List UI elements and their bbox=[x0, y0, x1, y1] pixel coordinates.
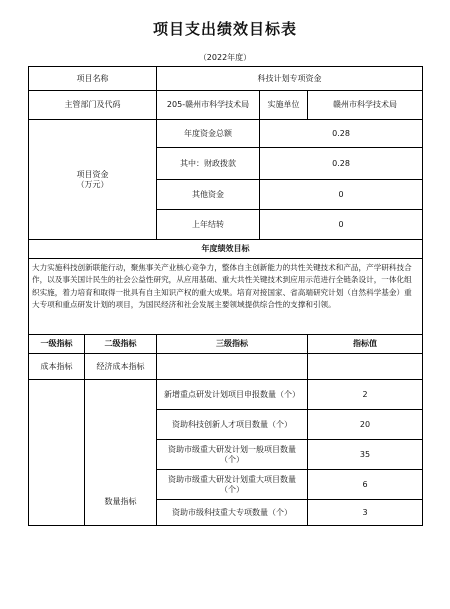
fund-fiscal-label: 其中：财政拨款 bbox=[157, 148, 260, 180]
indicator-value: 20 bbox=[308, 410, 423, 440]
department-value: 205-赣州市科学技术局 bbox=[157, 91, 260, 120]
goal-text-row bbox=[29, 259, 423, 335]
implementing-unit-label: 实施单位 bbox=[260, 91, 308, 120]
indicator-name: 资助科技创新人才项目数量（个） bbox=[157, 410, 308, 440]
indicator-row bbox=[29, 380, 423, 410]
annual-goal-text: 大力实施科技创新联能行动，聚焦事关产业核心竞争力，整体自主创新能力的共性关键技术和产品，产学研科技合作，以及事关国计民生的社会公益性研究，从应用基础、重大共性关键技术到应用示范进行全链条设计，一体化组织实施，着力培育和取得一批具有自主知识产权的重大成果。培育对接国家、省高端研究计划（自然科学基金）重大专项和重点研发计划的项目，为国民经济和社会发展主要领域提供综合性的支撑和引领。 bbox=[29, 259, 423, 335]
project-name-label: 项目名称 bbox=[29, 67, 157, 91]
cost-level2: 经济成本指标 bbox=[85, 354, 157, 380]
fund-other-label: 其他资金 bbox=[157, 180, 260, 210]
fund-total-value: 0.28 bbox=[260, 120, 423, 148]
fund-carryover-label: 上年结转 bbox=[157, 210, 260, 240]
indicator-name: 新增重点研发计划项目申报数量（个） bbox=[157, 380, 308, 410]
cost-value-empty bbox=[308, 354, 423, 380]
header-level1: 一级指标 bbox=[29, 335, 85, 354]
project-name-row bbox=[29, 67, 423, 91]
goal-header-row bbox=[29, 240, 423, 259]
fund-total-label: 年度资金总额 bbox=[157, 120, 260, 148]
cost-level1: 成本指标 bbox=[29, 354, 85, 380]
indicator-header-row bbox=[29, 335, 423, 354]
department-row bbox=[29, 91, 423, 120]
cost-level3-empty bbox=[157, 354, 308, 380]
fund-other-value: 0 bbox=[260, 180, 423, 210]
year-label: （2022年度） bbox=[198, 53, 252, 62]
department-label: 主管部门及代码 bbox=[29, 91, 157, 120]
annual-goal-header: 年度绩效目标 bbox=[29, 240, 423, 259]
output-level2: 数量指标 bbox=[85, 380, 157, 526]
header-level2: 二级指标 bbox=[85, 335, 157, 354]
indicator-value: 6 bbox=[308, 470, 423, 500]
fund-fiscal-value: 0.28 bbox=[260, 148, 423, 180]
fund-row bbox=[29, 120, 423, 148]
indicator-name: 资助市级重大研发计划重大项目数量（个） bbox=[157, 470, 308, 500]
indicator-name: 资助市级重大研发计划一般项目数量（个） bbox=[157, 440, 308, 470]
page-title: 项目支出绩效目标表 bbox=[152, 20, 297, 38]
cost-indicator-row bbox=[29, 354, 423, 380]
output-level1-empty bbox=[29, 380, 85, 526]
indicator-value: 2 bbox=[308, 380, 423, 410]
performance-table bbox=[28, 66, 423, 526]
indicator-value: 35 bbox=[308, 440, 423, 470]
indicator-value: 3 bbox=[308, 500, 423, 526]
header-level3: 三级指标 bbox=[157, 335, 308, 354]
funds-label: 项目资金 （万元） bbox=[29, 120, 157, 240]
fund-carryover-value: 0 bbox=[260, 210, 423, 240]
header-value: 指标值 bbox=[308, 335, 423, 354]
indicator-name: 资助市级科技重大专项数量（个） bbox=[157, 500, 308, 526]
implementing-unit-value: 赣州市科学技术局 bbox=[308, 91, 423, 120]
project-name-value: 科技计划专项资金 bbox=[157, 67, 423, 91]
